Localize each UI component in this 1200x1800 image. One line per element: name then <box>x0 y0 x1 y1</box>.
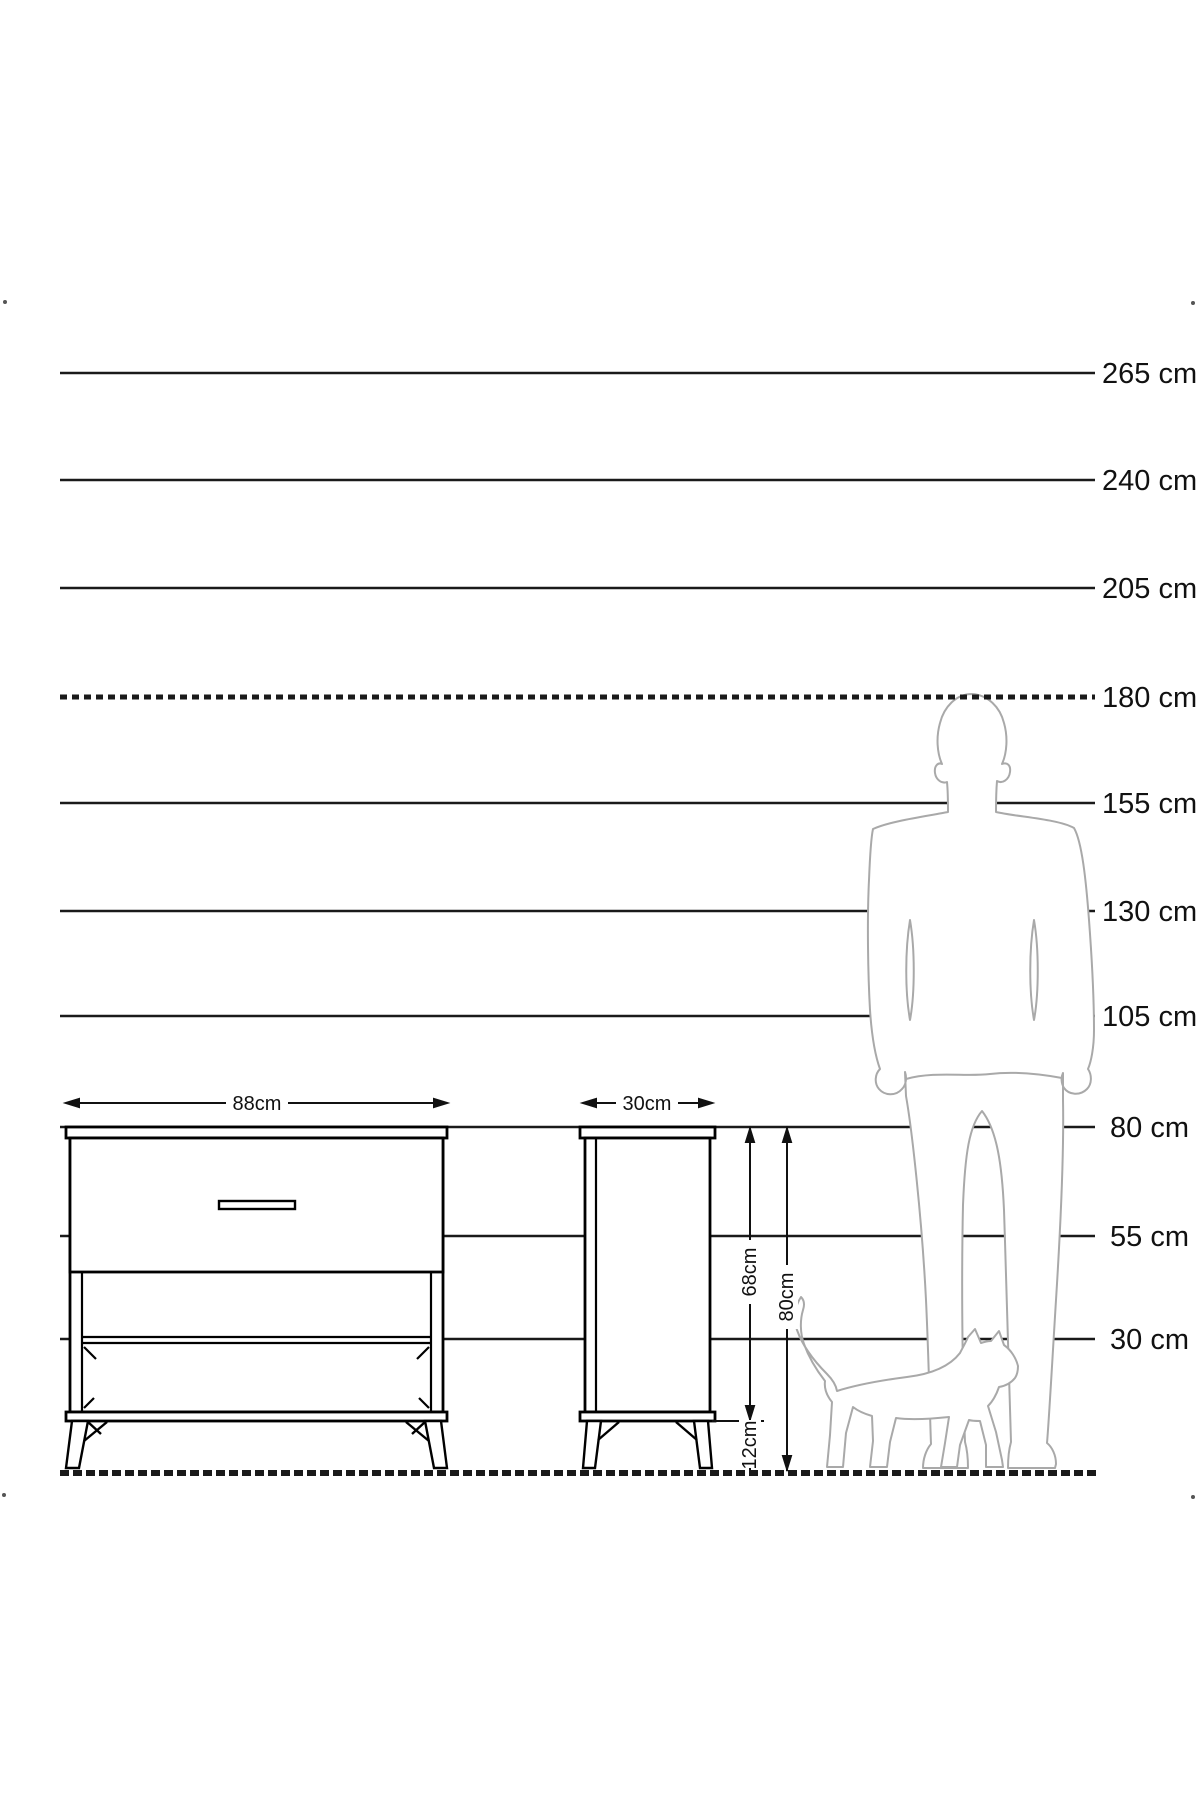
ruler-label-30: 30 cm <box>1110 1324 1189 1356</box>
side-top-slab <box>580 1127 715 1138</box>
dresser-legs <box>66 1421 447 1468</box>
ruler-label-205: 205 cm <box>1102 573 1198 605</box>
cat-silhouette <box>795 1297 1018 1467</box>
ruler-label-105: 105 cm <box>1102 1001 1198 1033</box>
dim-arrow <box>746 1406 754 1419</box>
man-sleeve-gap-right <box>1030 920 1038 1020</box>
dim-leg-height-label: 12cm <box>739 1420 761 1470</box>
dim-carcass-height-label: 68cm <box>739 1247 761 1297</box>
ruler-label-130: 130 cm <box>1102 896 1198 928</box>
dresser-drawer-handle <box>219 1201 295 1209</box>
side-legs <box>583 1421 712 1468</box>
dim-arrow <box>783 1129 791 1142</box>
dresser-leg-left <box>66 1421 88 1468</box>
speck <box>2 1493 6 1497</box>
ruler-label-55: 55 cm <box>1110 1221 1189 1253</box>
dim-side-depth-label: 30cm <box>622 1093 672 1115</box>
dim-arrow <box>434 1099 447 1107</box>
ruler-label-240: 240 cm <box>1102 465 1198 497</box>
side-carcass <box>585 1138 710 1412</box>
cabinet-side-view <box>580 1127 715 1468</box>
dim-arrow <box>66 1099 79 1107</box>
side-leg-right <box>694 1421 712 1468</box>
cat-outline <box>795 1297 1018 1467</box>
dim-arrow <box>783 1456 791 1469</box>
ruler-label-265: 265 cm <box>1102 358 1198 390</box>
ruler-label-155: 155 cm <box>1102 788 1198 820</box>
dresser-top-slab <box>66 1127 447 1138</box>
speck <box>1191 301 1195 305</box>
side-leg-left <box>583 1421 601 1468</box>
man-sleeve-gap-left <box>906 920 914 1020</box>
dim-arrow <box>746 1129 754 1142</box>
speck <box>3 300 7 304</box>
dresser-bottom-panel <box>66 1412 447 1421</box>
dresser-front-view <box>66 1127 447 1468</box>
dim-front-width-label: 88cm <box>232 1093 282 1115</box>
ruler-label-80: 80 cm <box>1110 1112 1189 1144</box>
speck <box>1191 1495 1195 1499</box>
ruler-label-180: 180 cm <box>1102 682 1198 714</box>
dim-arrow <box>583 1099 596 1107</box>
dim-arrow <box>699 1099 712 1107</box>
dresser-leg-right <box>425 1421 447 1468</box>
side-bottom-panel <box>580 1412 715 1421</box>
ruler-labels <box>1102 358 1197 1356</box>
dim-overall-height-label: 80cm <box>776 1272 798 1322</box>
